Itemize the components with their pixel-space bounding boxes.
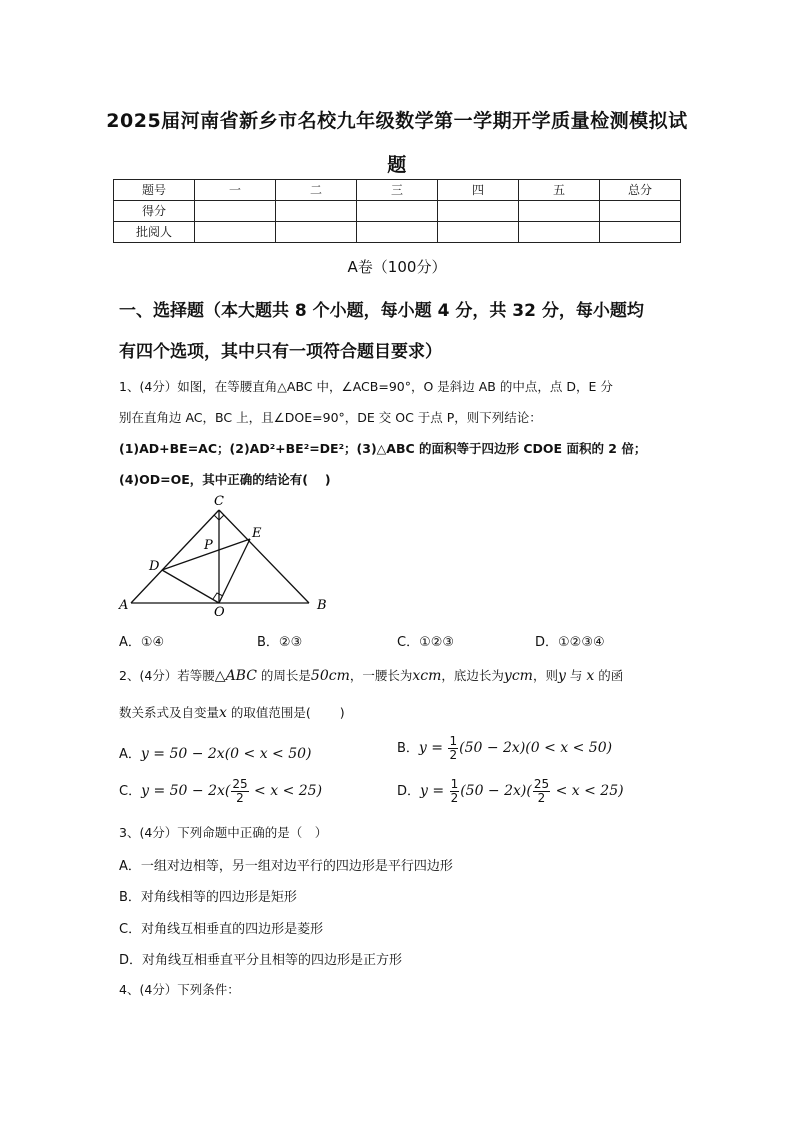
q1-stem-line4: (4)OD=OE，其中正确的结论有( ) <box>119 472 331 487</box>
q3-option-b[interactable]: B．对角线相等的四边形是矩形 <box>119 890 297 905</box>
q1-option-d[interactable]: D．①②③④ <box>535 635 605 650</box>
q4-stem: 4、(4分）下列条件： <box>119 982 240 997</box>
score-table-cell <box>357 222 438 243</box>
q3-option-c[interactable]: C．对角线互相垂直的四边形是菱形 <box>119 922 324 937</box>
paper-title-line2: 题 <box>387 154 407 176</box>
fraction-denominator: 2 <box>537 791 546 805</box>
q2-math-perimeter: 50cm <box>310 668 350 684</box>
q2-option-c-formula: < x < 25) <box>249 783 323 799</box>
score-table-cell <box>276 201 357 222</box>
q1-option-b[interactable]: B．②③ <box>257 635 303 650</box>
fraction <box>533 778 550 805</box>
q2-text: 的取值范围是( ) <box>226 705 345 720</box>
fraction <box>231 778 248 805</box>
q1-option-c[interactable]: C．①②③ <box>397 635 455 650</box>
q2-math-triangle: △ABC <box>214 668 257 684</box>
q2-math-y: y <box>557 668 566 684</box>
fraction-numerator: 1 <box>449 734 458 748</box>
paper-title-line1: 2025届河南省新乡市名校九年级数学第一学期开学质量检测模拟试 <box>106 110 688 132</box>
fraction-denominator: 2 <box>450 791 459 805</box>
fraction-numerator: 1 <box>450 777 459 791</box>
q1-triangle-figure <box>110 490 340 620</box>
option-label: D． <box>397 784 421 799</box>
q2-option-a-formula: y = 50 − 2x(0 < x < 50) <box>140 746 312 762</box>
score-table-cell <box>600 201 681 222</box>
q1-stem-line1: 1、(4分）如图，在等腰直角△ABC 中，∠ACB=90°，O 是斜边 AB 的中点，点 D，E 分 <box>119 379 613 394</box>
point-label-d: D <box>149 559 160 574</box>
q2-math-x: x <box>586 668 595 684</box>
score-table-header-cell: 题号 <box>114 180 195 201</box>
q2-math-x: x <box>219 705 227 721</box>
score-table-cell <box>276 222 357 243</box>
q1-stem-line3: (1)AD+BE=AC；(2)AD²+BE²=DE²；(3)△ABC 的面积等于四边形 CDOE 面积的 2 倍； <box>119 441 647 456</box>
q2-text: ，底边长为 <box>441 668 504 683</box>
q1-option-a[interactable]: A．①④ <box>119 635 165 650</box>
q2-option-b-formula: (50 − 2x)(0 < x < 50) <box>459 740 613 756</box>
fraction <box>450 778 460 805</box>
score-table-cell <box>195 222 276 243</box>
q2-text: 2、(4分）若等腰 <box>119 668 215 683</box>
option-label: B． <box>397 741 419 756</box>
q2-stem-line2 <box>119 703 345 721</box>
q2-text: 与 <box>565 668 587 683</box>
point-label-b: B <box>317 598 327 613</box>
q2-option-b-formula: y = <box>418 740 448 756</box>
score-table <box>113 179 681 243</box>
q2-option-d-formula: y = <box>420 783 449 799</box>
score-table-header-cell: 三 <box>357 180 438 201</box>
score-table-row-score <box>114 201 681 222</box>
point-label-o: O <box>214 605 225 620</box>
fraction-denominator: 2 <box>236 791 244 805</box>
q2-math-leg: xcm <box>412 668 442 684</box>
point-label-e: E <box>252 526 262 541</box>
score-table-header-cell: 一 <box>195 180 276 201</box>
score-table-cell <box>195 201 276 222</box>
q2-text: ，则 <box>532 668 558 683</box>
q2-option-a[interactable] <box>119 743 312 762</box>
score-table-cell <box>519 222 600 243</box>
point-label-c: C <box>214 494 224 509</box>
q2-option-d-formula: < x < 25) <box>551 783 624 799</box>
score-table-header-row <box>114 180 681 201</box>
q2-math-base: ycm <box>503 668 533 684</box>
score-table-header-cell: 二 <box>276 180 357 201</box>
q2-option-d-formula: (50 − 2x)( <box>460 783 532 799</box>
q2-option-c-formula: y = 50 − 2x( <box>141 783 231 799</box>
paper-part-heading: A卷（100分） <box>347 258 447 276</box>
fraction-denominator: 2 <box>449 748 458 762</box>
q2-option-d[interactable] <box>397 778 624 805</box>
q2-stem-line1 <box>119 666 623 684</box>
q2-text: 数关系式及自变量 <box>119 705 220 720</box>
score-table-row-label: 得分 <box>114 201 195 222</box>
fraction <box>448 735 458 762</box>
score-table-cell <box>357 201 438 222</box>
segment-od <box>162 570 219 603</box>
score-table-header-cell: 总分 <box>600 180 681 201</box>
fraction-numerator: 25 <box>533 777 550 791</box>
score-table-cell <box>600 222 681 243</box>
score-table-cell <box>519 201 600 222</box>
segment-ac <box>131 510 219 603</box>
q2-option-b[interactable] <box>397 735 612 762</box>
option-label: A． <box>119 747 141 762</box>
score-table-row-reviewer <box>114 222 681 243</box>
section1-heading-line1: 一、选择题（本大题共 8 个小题，每小题 4 分，共 32 分，每小题均 <box>119 301 644 321</box>
q2-text: ，一腰长为 <box>349 668 413 683</box>
q2-text: 的函 <box>594 668 624 683</box>
score-table-cell <box>438 201 519 222</box>
q3-option-d[interactable]: D．对角线互相垂直平分且相等的四边形是正方形 <box>119 953 403 968</box>
score-table-row-label: 批阅人 <box>114 222 195 243</box>
segment-bc <box>219 510 309 603</box>
score-table-header-cell: 四 <box>438 180 519 201</box>
q3-stem: 3、(4分）下列命题中正确的是（ ） <box>119 825 328 840</box>
section1-heading-line2: 有四个选项，其中只有一项符合题目要求） <box>119 342 442 362</box>
point-label-a: A <box>119 598 129 613</box>
point-label-p: P <box>204 538 213 553</box>
q1-stem-line2: 别在直角边 AC，BC 上，且∠DOE=90°，DE 交 OC 于点 P，则下列结论： <box>119 410 542 425</box>
fraction-numerator: 25 <box>232 777 248 791</box>
q2-option-c[interactable] <box>119 778 322 805</box>
q2-text: 的周长是 <box>256 668 311 683</box>
option-label: C． <box>119 784 142 799</box>
score-table-cell <box>438 222 519 243</box>
q3-option-a[interactable]: A．一组对边相等，另一组对边平行的四边形是平行四边形 <box>119 859 453 874</box>
score-table-header-cell: 五 <box>519 180 600 201</box>
